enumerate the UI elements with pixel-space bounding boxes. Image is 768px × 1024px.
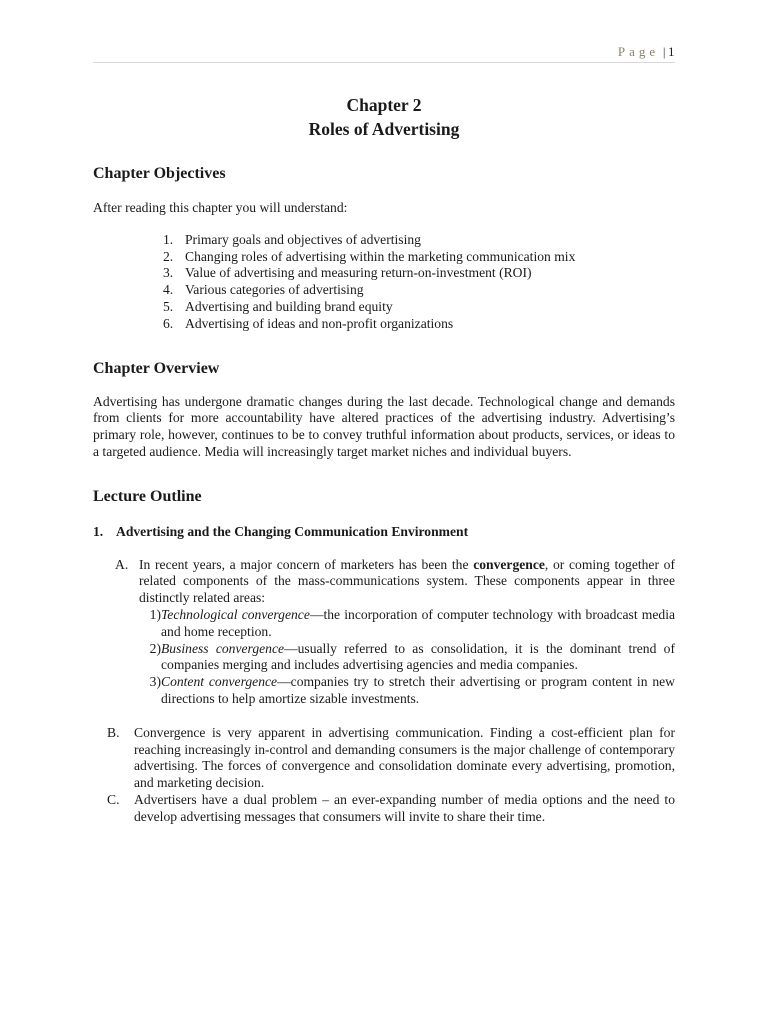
list-item: 1. Primary goals and objectives of advertising	[163, 231, 421, 247]
page-number: 1	[668, 44, 675, 59]
page-separator: |	[662, 44, 666, 59]
convergence-term: convergence	[473, 556, 545, 572]
outline-section-heading: 1. Advertising and the Changing Communication Environment	[93, 523, 469, 539]
list-item: 6. Advertising of ideas and non-profit organizations	[163, 315, 454, 331]
overview-paragraph: Advertising has undergone dramatic changes during the last decade. Technological change and demands from clients for more accountability have altered practices of the advertising industry. Advertising’s primary role, however, continues to be to convey truthful information about products, services, or ideas to a targeted audience. Media will increasingly target market niches and individual buyers.	[93, 393, 675, 459]
chapter-title	[93, 94, 675, 141]
objectives-heading: Chapter Objectives	[93, 165, 226, 182]
page-header	[93, 44, 675, 62]
sub-item: 2) Business convergence—usually referred to as consolidation, it is the dominant trend of companies merging and includes advertising agencies and media companies.	[149, 640, 675, 673]
page-label: Page	[617, 44, 660, 59]
list-item: 2. Changing roles of advertising within the marketing communication mix	[163, 248, 576, 264]
item-c-text: Advertisers have a dual problem – an ever-expanding number of media options and the need to develop advertising messages that consumers will invite to share their time.	[134, 791, 675, 824]
list-item: 3. Value of advertising and measuring return-on-investment (ROI)	[163, 265, 532, 281]
outline-item-a: A. In recent years, a major concern of marketers has been the convergence, or coming together of related components of the mass-communications system. These components appear in three distinctly related areas: 1) Technological convergence—the incorporation of computer technology with broadcast media and home reception. 2) Business convergence—usually referred to as consolidation, it is the dominant trend of companies merging and includes advertising agencies and media companies. 3) Content convergence—companies try to stretch their advertising or program content in new directions to help amortize sizable investments.	[115, 556, 675, 706]
outline-item-c: C. Advertisers have a dual problem – an ever-expanding number of media options and the need to develop advertising messages that consumers will invite to share their time.	[107, 791, 675, 824]
item-a-text: In recent years, a major concern of marketers has been the convergence, or coming together of related components of the mass-communications system. These components appear in three distinctly related areas:	[139, 556, 675, 606]
objectives-intro: After reading this chapter you will understand:	[93, 200, 348, 215]
header-rule	[93, 62, 675, 63]
chapter-number: Chapter 2	[346, 95, 422, 115]
item-b-text: Convergence is very apparent in advertising communication. Finding a cost-efficient plan for reaching increasingly in-control and demanding consumers is the major challenge of contemporary advertising. The forces of convergence and consolidation dominate every advertising, promotion, and marketing decision.	[134, 724, 675, 791]
list-item: 4. Various categories of advertising	[163, 282, 364, 298]
outline-heading: Lecture Outline	[93, 487, 202, 505]
outline-item-b: B. Convergence is very apparent in advertising communication. Finding a cost-efficient plan for reaching increasingly in-control and demanding consumers is the major challenge of contemporary advertising. The forces of convergence and consolidation dominate every advertising, promotion, and marketing decision.	[107, 724, 675, 791]
chapter-name: Roles of Advertising	[308, 118, 460, 139]
overview-heading: Chapter Overview	[93, 359, 220, 377]
list-item: 5. Advertising and building brand equity	[163, 298, 393, 314]
objectives-list	[93, 232, 675, 333]
sub-item: 1) Technological convergence—the incorporation of computer technology with broadcast media and home reception.	[149, 606, 675, 639]
sub-item: 3) Content convergence—companies try to stretch their advertising or program content in new directions to help amortize sizable investments.	[149, 674, 675, 706]
document-body	[93, 94, 675, 826]
